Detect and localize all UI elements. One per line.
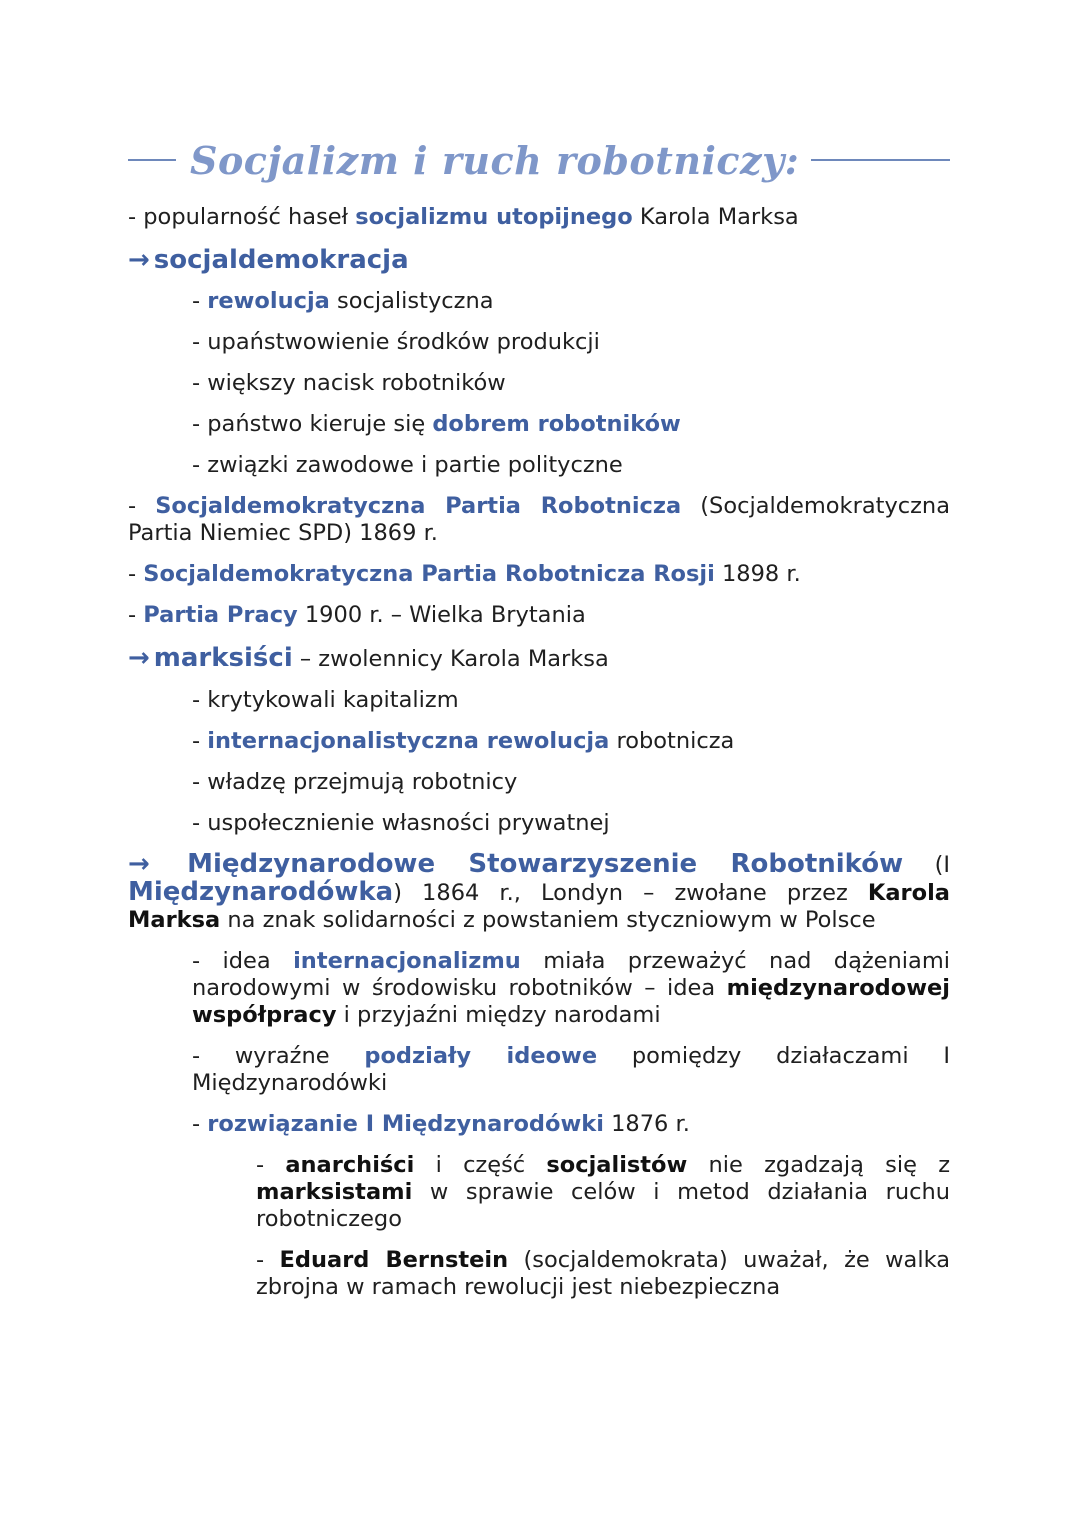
socdem-label: socjaldemokracja [153, 245, 409, 275]
highlight: Socjaldemokratyczna Partia Robotnicza Rosji [143, 561, 715, 587]
intl-item [192, 948, 950, 1029]
party-spd [128, 493, 950, 547]
intro-text: - popularność haseł [128, 204, 356, 230]
text: robotnicza [609, 728, 735, 754]
dash: - [192, 288, 208, 314]
intro-text-end: Karola Marksa [632, 204, 799, 230]
dash: - [192, 728, 208, 754]
text: i część [414, 1152, 547, 1178]
socdem-item: - związki zawodowe i partie polityczne [192, 452, 623, 478]
intl-heading [128, 851, 950, 934]
bold: anarchiści [285, 1152, 415, 1178]
arrow-right-icon: → [128, 849, 150, 879]
socdem-item: - większy nacisk robotników [192, 370, 506, 396]
intro-highlight: socjalizmu utopijnego [355, 204, 633, 230]
highlight: internacjonalizmu [293, 948, 521, 974]
dash: - [128, 561, 144, 587]
party-labour [128, 602, 950, 629]
text: (socjaldemokrata) uważał, że walka zbrojna w ramach rewolucji jest niebezpieczna [256, 1247, 950, 1300]
socdem-item [192, 411, 950, 438]
text: i przyjaźni między narodami [336, 1002, 661, 1028]
marx-item: - władzę przejmują robotnicy [192, 769, 518, 795]
highlight: dobrem robotników [432, 411, 681, 437]
marx-desc: – zwolennicy Karola Marksa [292, 646, 609, 672]
highlight: internacjonalistyczna rewolucja [207, 728, 610, 754]
title-rule-left [128, 159, 176, 161]
marx-label: marksiści [153, 643, 293, 673]
text: - wyraźne [192, 1043, 365, 1069]
title-row [128, 130, 950, 190]
text: nie zgadzają się z [687, 1152, 950, 1178]
party-russia [128, 561, 950, 588]
text: pomiędzy działaczami I Międzynarodówki [192, 1043, 951, 1096]
bold: Karola Marksa [128, 880, 950, 933]
dash: - [128, 493, 156, 519]
text: socjalistyczna [329, 288, 494, 314]
marx-item: - krytykowali kapitalizm [192, 687, 459, 713]
marx-item [192, 728, 950, 755]
bold: międzynarodowej współpracy [192, 975, 950, 1028]
highlight: podziały ideowe [364, 1043, 598, 1069]
dissolution-item [256, 1152, 950, 1233]
highlight: rewolucja [207, 288, 330, 314]
text: (Socjaldemokratyczna Partia Niemiec SPD) 1869 r. [128, 493, 950, 546]
text: (I [934, 852, 950, 878]
title-rule-right [811, 159, 950, 161]
dash: - [256, 1152, 286, 1178]
marx-item: - uspołecznienie własności prywatnej [192, 810, 610, 836]
text: - idea [192, 948, 294, 974]
arrow-right-icon: → [128, 245, 150, 275]
dash: - [128, 602, 144, 628]
highlight: Partia Pracy [143, 602, 298, 628]
arrow-right-icon: → [128, 643, 150, 673]
socdem-heading [128, 245, 950, 276]
text: na znak solidarności z powstaniem styczniowym w Polsce [220, 907, 876, 933]
highlight: rozwiązanie I Międzynarodówki [207, 1111, 604, 1137]
highlight: Międzynarodówka [128, 877, 394, 907]
intl-item [192, 1043, 950, 1097]
text: 1898 r. [714, 561, 801, 587]
dissolution-item [256, 1247, 950, 1301]
dash: - [256, 1247, 280, 1273]
text: - państwo kieruje się [192, 411, 433, 437]
bold: marksistami [256, 1179, 413, 1205]
bold: Eduard Bernstein [279, 1247, 509, 1273]
intl-label: Międzynarodowe Stowarzyszenie Robotników [153, 849, 904, 879]
socdem-item [192, 288, 950, 315]
marx-heading [128, 643, 950, 675]
bold: socjalistów [546, 1152, 688, 1178]
dash: - [192, 1111, 208, 1137]
socdem-item: - upaństwowienie środków produkcji [192, 329, 600, 355]
text: 1900 r. – Wielka Brytania [297, 602, 586, 628]
text: miała przeważyć nad dążeniami narodowymi w środowisku robotników – idea [192, 948, 950, 1001]
page-title: Socjalizm i ruch robotniczy: [190, 137, 800, 183]
text: w sprawie celów i metod działania ruchu robotniczego [256, 1179, 950, 1232]
text: 1876 r. [603, 1111, 690, 1137]
intro-line [128, 204, 950, 231]
text: ) 1864 r., Londyn – zwołane przez [393, 880, 868, 906]
notes-page [128, 130, 950, 1315]
highlight: Socjaldemokratyczna Partia Robotnicza [155, 493, 682, 519]
intl-item [192, 1111, 950, 1138]
